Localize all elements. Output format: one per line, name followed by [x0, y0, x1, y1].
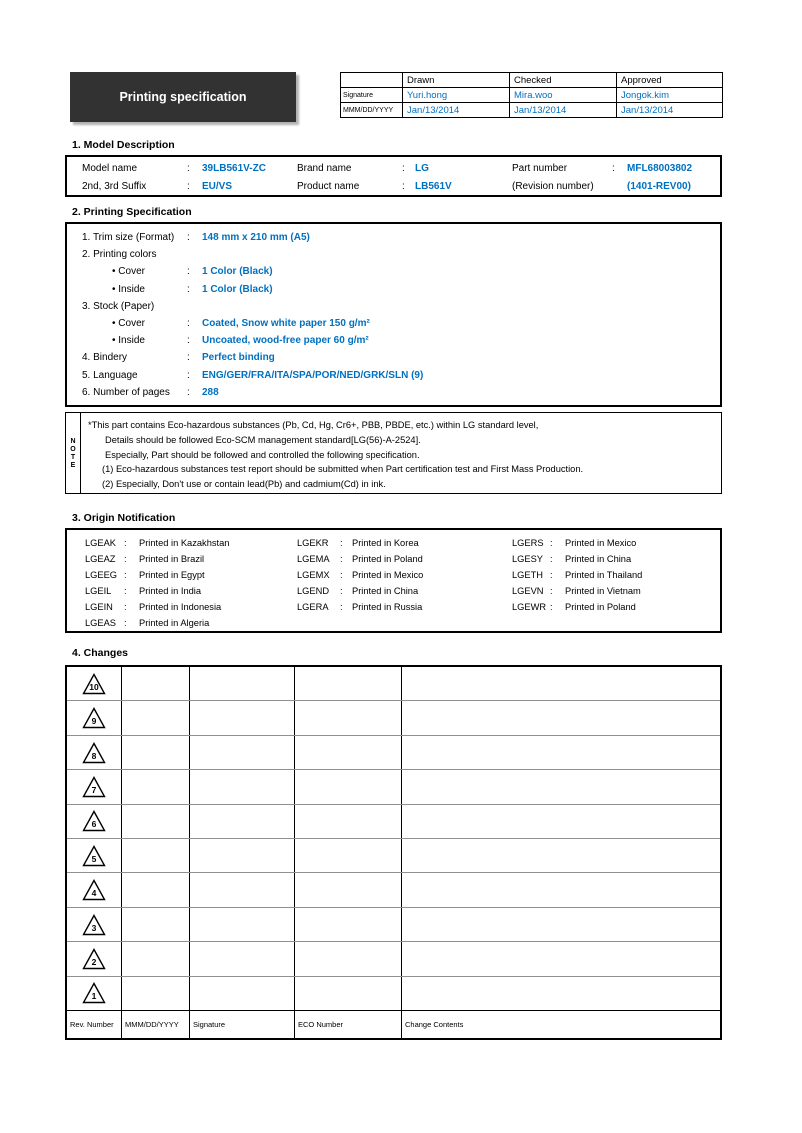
origin-code: LGEWR	[512, 602, 547, 612]
approval-header-row	[341, 73, 723, 88]
approval-date-checked: Jan/13/2014	[510, 103, 617, 118]
change-rev-cell	[67, 770, 122, 803]
note-line: (1) Eco-hazardous substances test report should be submitted when Part certification test and First Mass Production.	[102, 464, 584, 475]
origin-row	[67, 583, 720, 599]
brand-name-label: Brand name	[297, 162, 352, 174]
spec-label: • Inside	[112, 283, 145, 295]
origin-place: Printed in India	[139, 586, 202, 596]
spec-value: 1 Color (Black)	[202, 283, 273, 295]
colon: :	[340, 538, 343, 548]
change-signature-cell	[190, 805, 295, 838]
approval-header-checked: Checked	[510, 73, 617, 88]
origin-row	[67, 535, 720, 551]
change-contents-cell	[402, 805, 720, 838]
colon: :	[550, 554, 553, 564]
approval-signature-row	[341, 88, 723, 103]
changes-header-signature: Signature	[190, 1011, 295, 1038]
change-date-cell	[122, 770, 190, 803]
colon: :	[550, 570, 553, 580]
change-signature-cell	[190, 839, 295, 872]
section-heading-changes: 4. Changes	[72, 647, 129, 659]
section-heading-printing: 2. Printing Specification	[72, 206, 192, 218]
changes-table	[65, 665, 722, 1040]
colon: :	[124, 554, 127, 564]
note-line: Especially, Part should be followed and controlled the following specification.	[105, 449, 420, 460]
colon: :	[124, 602, 127, 612]
note-letter-n: N	[70, 437, 76, 445]
revision-triangle-icon	[82, 845, 106, 867]
origin-code: LGEMX	[297, 570, 330, 580]
origin-code: LGEND	[297, 586, 330, 596]
approval-signature-checked: Mira.woo	[510, 88, 617, 103]
product-name-value: LB561V	[415, 180, 452, 192]
change-contents-cell	[402, 977, 720, 1010]
change-rev-cell	[67, 908, 122, 941]
change-contents-cell	[402, 667, 720, 700]
change-contents-cell	[402, 770, 720, 803]
change-rev-cell	[67, 942, 122, 975]
change-row-7	[67, 770, 720, 804]
origin-place: Printed in China	[565, 554, 632, 564]
origin-code: LGEAK	[85, 538, 117, 548]
change-eco-cell	[295, 873, 402, 906]
change-rev-cell	[67, 736, 122, 769]
spec-value: Uncoated, wood-free paper 60 g/m²	[202, 335, 369, 347]
spec-row-pages	[67, 384, 720, 401]
approval-signature-approved: Jongok.kim	[617, 88, 723, 103]
svg-text:9: 9	[91, 716, 97, 727]
change-row-3	[67, 908, 720, 942]
spec-label: • Cover	[112, 318, 145, 330]
change-contents-cell	[402, 942, 720, 975]
change-contents-cell	[402, 736, 720, 769]
origin-code: LGEIN	[85, 602, 113, 612]
origin-code: LGEKR	[297, 538, 329, 548]
svg-text:7: 7	[91, 784, 97, 795]
change-date-cell	[122, 977, 190, 1010]
spec-row-stock-cover	[67, 315, 720, 332]
note-line: (2) Especially, Don't use or contain lead(Pb) and cadmium(Cd) in ink.	[102, 479, 386, 490]
section-heading-model: 1. Model Description	[72, 139, 175, 151]
colon: :	[187, 386, 190, 398]
revision-triangle-icon	[82, 810, 106, 832]
change-date-cell	[122, 736, 190, 769]
svg-text:2: 2	[91, 956, 97, 967]
colon: :	[187, 369, 190, 381]
change-row-5	[67, 839, 720, 873]
note-letter-e: E	[70, 461, 76, 469]
origin-code: LGEIL	[85, 586, 112, 596]
origin-code: LGEAS	[85, 618, 117, 628]
change-eco-cell	[295, 667, 402, 700]
svg-text:6: 6	[91, 819, 97, 830]
spec-row-colors-cover	[67, 263, 720, 280]
change-signature-cell	[190, 667, 295, 700]
change-row-8	[67, 736, 720, 770]
change-rev-cell	[67, 667, 122, 700]
suffix-value: EU/VS	[202, 180, 233, 192]
note-body	[81, 413, 721, 493]
spec-row-language	[67, 367, 720, 384]
origin-place: Printed in Russia	[352, 602, 423, 612]
spec-label: 3. Stock (Paper)	[82, 300, 155, 312]
spec-label: 2. Printing colors	[82, 249, 157, 261]
suffix-label: 2nd, 3rd Suffix	[82, 180, 147, 192]
colon: :	[612, 162, 615, 174]
change-row-1	[67, 977, 720, 1011]
origin-place: Printed in Thailand	[565, 570, 643, 580]
change-date-cell	[122, 873, 190, 906]
colon: :	[187, 266, 190, 278]
origin-place: Printed in Poland	[352, 554, 423, 564]
model-description-table	[65, 155, 722, 197]
approval-header-approved: Approved	[617, 73, 723, 88]
change-signature-cell	[190, 736, 295, 769]
change-contents-cell	[402, 839, 720, 872]
part-number-value: MFL68003802	[627, 162, 693, 174]
colon: :	[340, 570, 343, 580]
origin-code: LGEEG	[85, 570, 118, 580]
document-title: Printing specification	[119, 90, 247, 104]
change-rev-cell	[67, 873, 122, 906]
origin-code: LGESY	[512, 554, 544, 564]
origin-place: Printed in Algeria	[139, 618, 210, 628]
colon: :	[340, 602, 343, 612]
model-name-value: 39LB561V-ZC	[202, 162, 266, 174]
change-eco-cell	[295, 805, 402, 838]
note-vertical-label	[66, 413, 81, 493]
origin-code: LGEVN	[512, 586, 544, 596]
origin-place: Printed in China	[352, 586, 419, 596]
origin-place: Printed in Egypt	[139, 570, 205, 580]
change-row-6	[67, 805, 720, 839]
colon: :	[124, 618, 127, 628]
origin-place: Printed in Kazakhstan	[139, 538, 230, 548]
change-rev-cell	[67, 977, 122, 1010]
change-rev-cell	[67, 839, 122, 872]
revision-number-value: (1401-REV00)	[627, 180, 691, 192]
colon: :	[187, 162, 190, 174]
change-signature-cell	[190, 873, 295, 906]
svg-text:5: 5	[91, 853, 97, 864]
change-eco-cell	[295, 701, 402, 734]
svg-text:3: 3	[91, 922, 97, 933]
part-number-label: Part number	[512, 162, 568, 174]
spec-value: Perfect binding	[202, 352, 275, 364]
change-row-9	[67, 701, 720, 735]
changes-header-date: MMM/DD/YYYY	[122, 1011, 190, 1038]
model-row-1	[67, 159, 720, 177]
note-line: Details should be followed Eco-SCM management standard[LG(56)-A-2524].	[105, 434, 421, 445]
revision-triangle-icon	[82, 776, 106, 798]
changes-header-row	[67, 1011, 720, 1038]
document-title-box	[70, 72, 296, 122]
colon: :	[187, 232, 190, 244]
spec-label: 1. Trim size (Format)	[82, 232, 175, 244]
origin-code: LGEMA	[297, 554, 330, 564]
approval-date-drawn: Jan/13/2014	[403, 103, 510, 118]
colon: :	[550, 586, 553, 596]
change-contents-cell	[402, 908, 720, 941]
origin-place: Printed in Vietnam	[565, 586, 641, 596]
origin-place: Printed in Mexico	[565, 538, 637, 548]
revision-triangle-icon	[82, 948, 106, 970]
change-row-2	[67, 942, 720, 976]
note-table	[65, 412, 722, 494]
approval-date-row	[341, 103, 723, 118]
change-date-cell	[122, 839, 190, 872]
colon: :	[550, 602, 553, 612]
note-letter-t: T	[70, 453, 76, 461]
approval-date-approved: Jan/13/2014	[617, 103, 723, 118]
colon: :	[187, 318, 190, 330]
svg-text:1: 1	[91, 991, 97, 1002]
approval-date-label: MMM/DD/YYYY	[341, 103, 403, 118]
origin-code: LGERS	[512, 538, 544, 548]
change-date-cell	[122, 908, 190, 941]
change-signature-cell	[190, 977, 295, 1010]
change-row-4	[67, 873, 720, 907]
origin-notification-table	[65, 528, 722, 633]
product-name-label: Product name	[297, 180, 360, 192]
origin-code: LGEAZ	[85, 554, 116, 564]
colon: :	[550, 538, 553, 548]
approval-header-drawn: Drawn	[403, 73, 510, 88]
origin-row	[67, 615, 720, 631]
change-eco-cell	[295, 942, 402, 975]
colon: :	[187, 180, 190, 192]
change-contents-cell	[402, 701, 720, 734]
model-name-label: Model name	[82, 162, 138, 174]
spec-row-bindery	[67, 349, 720, 366]
approval-signature-drawn: Yuri.hong	[403, 88, 510, 103]
revision-number-label: (Revision number)	[512, 180, 594, 192]
spec-label: • Inside	[112, 335, 145, 347]
origin-place: Printed in Mexico	[352, 570, 424, 580]
spec-row-printing-colors	[67, 246, 720, 263]
changes-header-eco-number: ECO Number	[295, 1011, 402, 1038]
spec-row-stock	[67, 298, 720, 315]
spec-label: • Cover	[112, 266, 145, 278]
change-date-cell	[122, 667, 190, 700]
spec-row-colors-inside	[67, 281, 720, 298]
colon: :	[124, 570, 127, 580]
revision-triangle-icon	[82, 707, 106, 729]
spec-label: 6. Number of pages	[82, 386, 170, 398]
changes-header-rev-number: Rev. Number	[67, 1011, 122, 1038]
change-signature-cell	[190, 770, 295, 803]
spec-value: 148 mm x 210 mm (A5)	[202, 232, 310, 244]
change-signature-cell	[190, 908, 295, 941]
colon: :	[340, 586, 343, 596]
change-eco-cell	[295, 736, 402, 769]
revision-triangle-icon	[82, 982, 106, 1004]
printing-spec-table	[65, 222, 722, 407]
origin-row	[67, 567, 720, 583]
colon: :	[187, 352, 190, 364]
colon: :	[187, 335, 190, 347]
colon: :	[187, 283, 190, 295]
approval-table	[340, 72, 723, 118]
colon: :	[402, 162, 405, 174]
colon: :	[124, 586, 127, 596]
note-line: *This part contains Eco-hazardous substances (Pb, Cd, Hg, Cr6+, PBB, PBDE, etc.) within LG standard level,	[88, 420, 539, 430]
colon: :	[124, 538, 127, 548]
spec-value: Coated, Snow white paper 150 g/m²	[202, 318, 370, 330]
change-date-cell	[122, 701, 190, 734]
spec-label: 4. Bindery	[82, 352, 128, 364]
origin-code: LGERA	[297, 602, 329, 612]
change-eco-cell	[295, 977, 402, 1010]
brand-name-value: LG	[415, 162, 429, 174]
spec-value: 1 Color (Black)	[202, 266, 273, 278]
revision-triangle-icon	[82, 914, 106, 936]
change-eco-cell	[295, 770, 402, 803]
change-contents-cell	[402, 873, 720, 906]
revision-triangle-icon	[82, 879, 106, 901]
change-rev-cell	[67, 701, 122, 734]
origin-place: Printed in Indonesia	[139, 602, 222, 612]
colon: :	[402, 180, 405, 192]
change-date-cell	[122, 942, 190, 975]
origin-row	[67, 599, 720, 615]
spec-value: 288	[202, 386, 219, 398]
change-signature-cell	[190, 701, 295, 734]
origin-place: Printed in Poland	[565, 602, 636, 612]
change-eco-cell	[295, 908, 402, 941]
svg-text:10: 10	[89, 681, 99, 692]
svg-text:8: 8	[91, 750, 97, 761]
model-row-2	[67, 177, 720, 195]
section-heading-origin: 3. Origin Notification	[72, 512, 176, 524]
change-signature-cell	[190, 942, 295, 975]
revision-triangle-icon	[82, 742, 106, 764]
spec-label: 5. Language	[82, 369, 138, 381]
change-date-cell	[122, 805, 190, 838]
origin-place: Printed in Korea	[352, 538, 419, 548]
note-letter-o: O	[70, 445, 76, 453]
approval-signature-label: Signature	[341, 88, 403, 103]
colon: :	[340, 554, 343, 564]
spec-row-stock-inside	[67, 332, 720, 349]
spec-row-trim	[67, 229, 720, 246]
spec-value: ENG/GER/FRA/ITA/SPA/POR/NED/GRK/SLN (9)	[202, 369, 424, 381]
change-row-10	[67, 667, 720, 701]
change-eco-cell	[295, 839, 402, 872]
change-rev-cell	[67, 805, 122, 838]
origin-row	[67, 551, 720, 567]
revision-triangle-icon	[82, 673, 106, 695]
origin-code: LGETH	[512, 570, 543, 580]
svg-text:4: 4	[91, 888, 97, 899]
origin-place: Printed in Brazil	[139, 554, 205, 564]
changes-header-change-contents: Change Contents	[405, 1020, 464, 1030]
approval-corner-cell	[341, 73, 403, 88]
